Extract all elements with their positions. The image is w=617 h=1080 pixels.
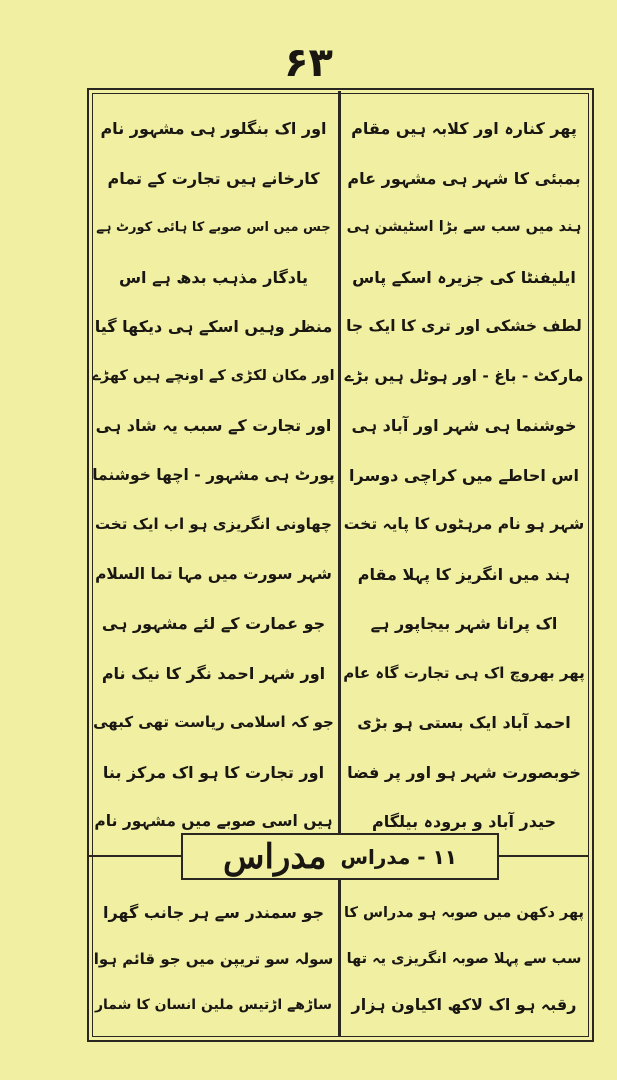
column-divider-top bbox=[338, 91, 341, 833]
verse-line: پھر دکھن میں صوبہ ہو مدراس کا bbox=[344, 905, 584, 921]
verse-line: اور مکان لکڑی کے اونچے ہیں کھڑے bbox=[92, 367, 335, 384]
bottom-right-column bbox=[343, 890, 585, 1028]
verse-line: پورٹ ہی مشہور - اچھا خوشنما bbox=[92, 465, 335, 484]
verse-line: مارکٹ - باغ - اور ہوٹل ہیں بڑے bbox=[344, 366, 584, 385]
verse-line: جو عمارت کے لئے مشہور ہی bbox=[101, 614, 326, 633]
verse-line: بمبئی کا شہر ہی مشہور عام bbox=[347, 168, 581, 188]
verse-line: شہر سورت میں مہا تما السلام bbox=[95, 564, 332, 583]
verse-line: یادگار مذہب بدھ ہے اس bbox=[118, 267, 309, 287]
verse-line: ایلیفنٹا کی جزیرہ اسکے پاس bbox=[352, 267, 576, 287]
verse-line: جس میں اس صوبے کا ہائی کورٹ ہے bbox=[96, 220, 331, 235]
verse-line: ہند میں سب سے بڑا اسٹیشن ہی bbox=[346, 219, 582, 235]
verse-line: حیدر آباد و برودہ بیلگام bbox=[371, 812, 557, 831]
verse-line: چھاونی انگریزی ہو اب ایک تخت bbox=[95, 515, 332, 533]
verse-line: شہر ہو نام مرہٹوں کا پایہ تخت bbox=[343, 515, 585, 533]
verse-line: اور اک بنگلور ہی مشہور نام bbox=[100, 119, 327, 138]
verse-line: خوبصورت شہر ہو اور پر فضا bbox=[347, 762, 581, 782]
verse-line: جو سمندر سے ہر جانب گھرا bbox=[102, 903, 325, 922]
right-column bbox=[343, 104, 585, 847]
verse-line: پھر کنارہ اور کلابہ ہیں مقام bbox=[351, 119, 577, 138]
left-column bbox=[92, 104, 335, 847]
bottom-left-column bbox=[92, 890, 335, 1028]
verse-line: سب سے پہلا صوبہ انگریزی یہ تھا bbox=[346, 951, 582, 967]
verse-line: اور تجارت کے سبب یہ شاد ہی bbox=[95, 416, 332, 435]
verse-line: لطف خشکی اور تری کا ایک جا bbox=[346, 317, 582, 335]
verse-line: اور شہر احمد نگر کا نیک نام bbox=[101, 663, 326, 683]
verse-line: سولہ سو تریپن میں جو قائم ہوا bbox=[93, 950, 334, 968]
section-number: ۱۱ - مدراس bbox=[340, 844, 457, 869]
heading-rule-right bbox=[499, 855, 588, 857]
page-number: ۶۳ bbox=[284, 40, 333, 86]
verse-line: ساڑھے اڑتیس ملین انسان کا شمار bbox=[94, 997, 333, 1013]
verse-line: پھر بھروچ اک ہی تجارت گاہ عام bbox=[343, 663, 585, 682]
heading-rule-left bbox=[89, 855, 181, 857]
verse-line: ہیں اسی صوبے میں مشہور نام bbox=[94, 812, 333, 830]
section-title: مدراس bbox=[223, 836, 327, 877]
verse-line: اس احاطے میں کراچی دوسرا bbox=[349, 465, 579, 485]
verse-line: ہند میں انگریز کا پہلا مقام bbox=[357, 564, 571, 584]
verse-line: اور تجارت کا ہو اک مرکز بنا bbox=[102, 762, 325, 782]
verse-line: اک پرانا شہر بیجاپور ہے bbox=[370, 614, 558, 633]
verse-line: احمد آباد ایک بستی ہو بڑی bbox=[357, 713, 571, 732]
verse-line: جو کہ اسلامی ریاست تھی کبھی bbox=[93, 713, 334, 731]
verse-line: کارخانے ہیں تجارت کے تمام bbox=[107, 168, 320, 188]
verse-line: خوشنما ہی شہر اور آباد ہی bbox=[351, 416, 577, 435]
verse-line: منظر وہیں اسکے ہی دیکھا گیا bbox=[94, 317, 333, 336]
column-divider-bottom bbox=[338, 880, 341, 1036]
verse-line: رقبہ ہو اک لاکھ اکیاون ہزار bbox=[351, 995, 577, 1014]
